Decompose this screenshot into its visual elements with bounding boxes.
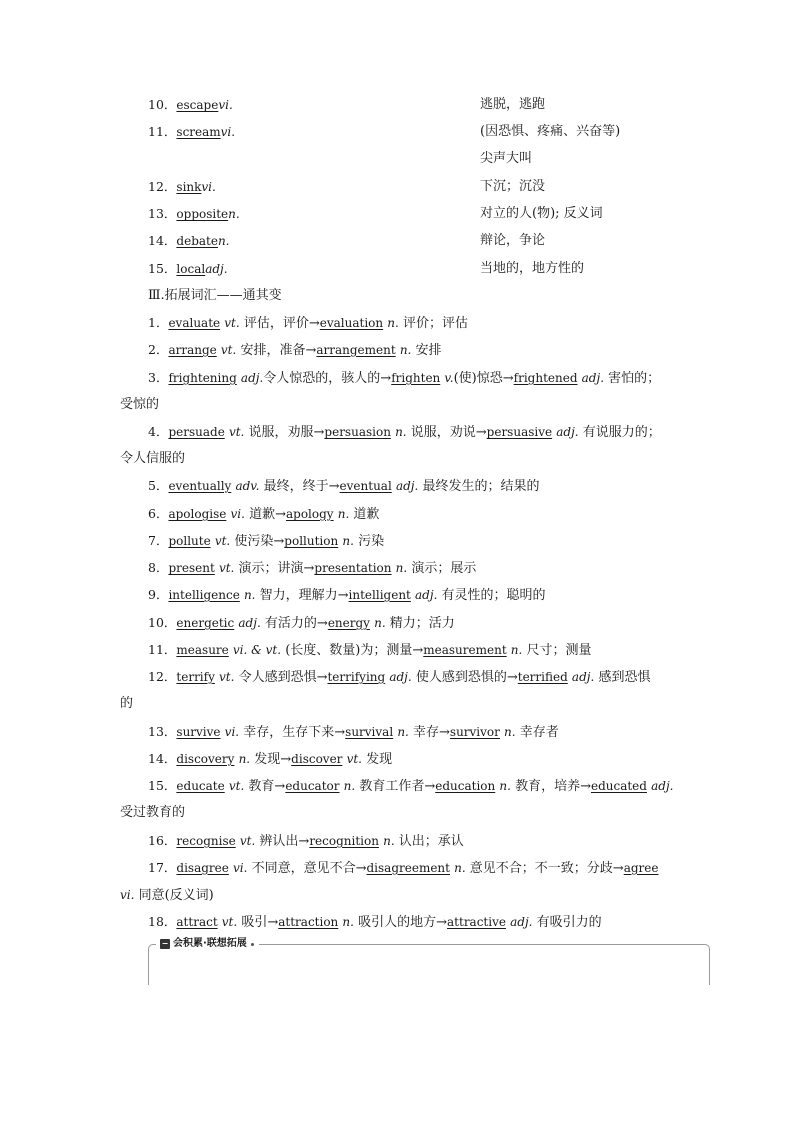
ext-entry-18: 18．attract vt. 吸引→attraction n. 吸引人的地方→attractive adj. 有吸引力的 — [148, 914, 602, 930]
ext-entry-2: 2．arrange vt. 安排，准备→arrangement n. 安排 — [148, 342, 442, 358]
word-entry-11: 11．screamvi. — [148, 124, 236, 139]
word-meaning-11-cont: 尖声大叫 — [480, 151, 533, 166]
ext-entry-1: 1．evaluate vt. 评估，评价→evaluation n. 评价；评估 — [148, 315, 468, 331]
word-meaning-13: 对立的人(物); 反义词 — [480, 206, 603, 221]
ext-entry-3: 3．frightening adj.令人惊恐的，骇人的→frighten v.(使)惊恐→frightened adj. 害怕的； — [148, 370, 661, 386]
ext-entry-9: 9．intelligence n. 智力，理解力→intelligent adj. 有灵性的；聪明的 — [148, 587, 546, 603]
ext-entry-4: 4．persuade vt. 说服，劝服→persuasion n. 说服，劝说→persuasive adj. 有说服力的； — [148, 424, 661, 440]
ext-entry-15-cont: 受过教育的 — [120, 805, 186, 820]
accumulation-box-title: − 会积累·联想拓展 — [156, 937, 259, 951]
ext-entry-15: 15．educate vt. 教育→educator n. 教育工作者→education n. 教育，培养→educated adj. — [148, 778, 674, 794]
word-entry-12: 12．sinkvi. — [148, 179, 216, 194]
ext-entry-14: 14．discovery n. 发现→discover vt. 发现 — [148, 751, 393, 767]
ext-entry-10: 10．energetic adj. 有活力的→energy n. 精力；活力 — [148, 615, 455, 631]
word-entry-10: 10．escapevi. — [148, 97, 233, 112]
word-entry-14: 14．debaten. — [148, 233, 230, 248]
word-meaning-11: (因恐惧、疼痛、兴奋等) — [480, 124, 621, 139]
ext-entry-4-cont: 令人信服的 — [120, 451, 186, 466]
word-meaning-15: 当地的，地方性的 — [480, 261, 585, 276]
ext-entry-16: 16．recognise vt. 辨认出→recognition n. 认出；承认 — [148, 833, 464, 849]
ext-entry-3-cont: 受惊的 — [120, 397, 160, 412]
ext-entry-12: 12．terrify vt. 令人感到恐惧→terrifying adj. 使人感到恐惧的→terrified adj. 感到恐惧 — [148, 669, 651, 685]
minus-square-icon: − — [161, 939, 169, 948]
section-title: Ⅲ.拓展词汇——通其变 — [148, 288, 282, 303]
word-meaning-12: 下沉；沉没 — [480, 179, 546, 194]
word-entry-13: 13．oppositen. — [148, 206, 240, 221]
ext-entry-12-cont: 的 — [120, 696, 134, 711]
word-entry-15: 15．localadj. — [148, 261, 228, 276]
ext-entry-7: 7．pollute vt. 使污染→pollution n. 污染 — [148, 533, 385, 549]
ext-entry-17: 17．disagree vi. 不同意，意见不合→disagreement n. 意见不合；不一致；分歧→agree — [148, 860, 659, 876]
ext-entry-11: 11．measure vi. & vt. (长度、数量)为；测量→measurement n. 尺寸；测量 — [148, 642, 592, 658]
ext-entry-5: 5．eventually adv. 最终，终于→eventual adj. 最终发生的；结果的 — [148, 478, 540, 494]
ext-entry-13: 13．survive vi. 幸存，生存下来→survival n. 幸存→survivor n. 幸存者 — [148, 724, 559, 740]
dot-icon — [251, 943, 254, 946]
word-meaning-10: 逃脱，逃跑 — [480, 97, 546, 112]
ext-entry-17-cont: vi. 同意(反义词) — [120, 888, 214, 903]
ext-entry-6: 6．apologise vi. 道歉→apology n. 道歉 — [148, 506, 380, 522]
ext-entry-8: 8．present vt. 演示；讲演→presentation n. 演示；展示 — [148, 560, 477, 576]
word-meaning-14: 辩论，争论 — [480, 233, 546, 248]
